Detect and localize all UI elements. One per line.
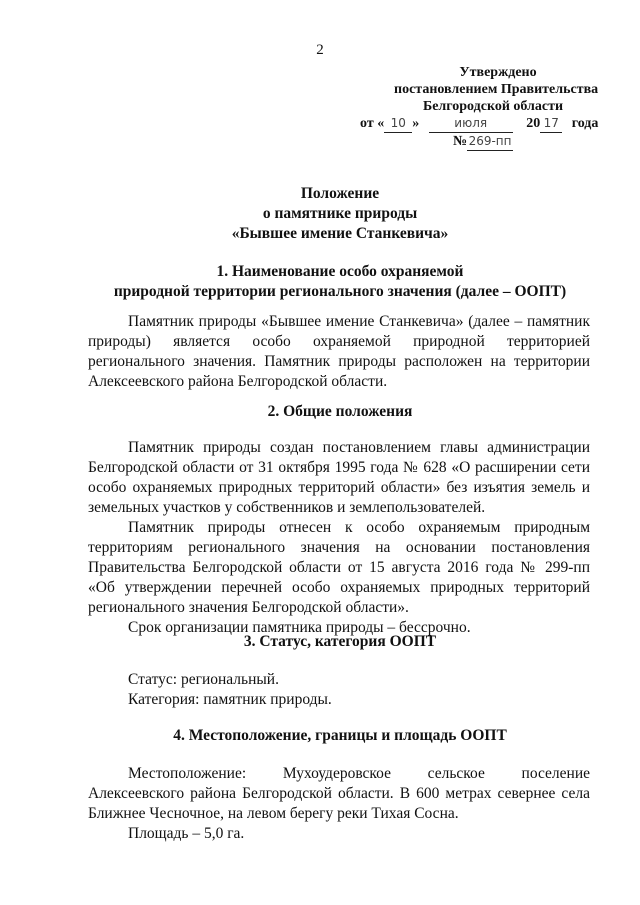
- section-3-paragraph-2: Категория: памятник природы.: [128, 691, 332, 708]
- section-2-paragraph-2: Памятник природы отнесен к особо охраняемым природным территориям регионального значения на основании постановления Правительства Белгородской области от 15 августа 2016 года № 299-пп «Об утверждении перечней особо охраняемых природных территорий регионального значения Белгородской области».: [88, 519, 590, 616]
- date-year-suffix: 17: [540, 115, 562, 133]
- section-4-heading: 4. Местоположение, границы и площадь ООПТ: [173, 727, 507, 744]
- approval-line-1: Утверждено: [459, 65, 537, 80]
- approval-date: [360, 115, 599, 133]
- section-1-heading: [0, 262, 640, 302]
- approval-number: [360, 133, 592, 151]
- section-1-body: [88, 312, 590, 392]
- date-day: 10: [384, 115, 412, 133]
- title-line-1: Положение: [300, 185, 380, 202]
- approval-line-2: постановлением Правительства: [394, 82, 599, 97]
- number-prefix: №: [452, 134, 468, 149]
- section-4-paragraph-2: Площадь – 5,0 га.: [128, 825, 245, 842]
- date-mid: »: [412, 116, 420, 131]
- section-3-heading: 3. Статус, категория ООПТ: [243, 633, 437, 650]
- date-month: июля: [429, 115, 513, 133]
- section-1-heading-line-2: природной территории регионального значения (далее – ООПТ): [113, 283, 567, 300]
- section-2-heading: 2. Общие положения: [267, 403, 413, 420]
- page-number: 2: [316, 42, 324, 58]
- date-year-word: года: [571, 116, 599, 131]
- section-2-body: [88, 438, 590, 638]
- section-1-heading-line-1: 1. Наименование особо охраняемой: [216, 263, 464, 280]
- section-1-paragraph-1: Памятник природы «Бывшее имение Станкевича» (далее – памятник природы) является особо охраняемой природной территорией регионального значения. Памятник природы расположен на территории Алексеевского района Белгородской области.: [88, 313, 590, 390]
- document-title: [0, 184, 640, 244]
- date-prefix: от «: [360, 116, 385, 131]
- number-value: 269-пп: [467, 133, 513, 151]
- section-2-paragraph-1: Памятник природы создан постановлением главы администрации Белгородской области от 31 октября 1995 года № 628 «О расширении сети особо охраняемых природных территорий области» без изъятия земель и земельных участков у собственников и землепользователей.: [88, 439, 590, 516]
- section-4-body: [88, 764, 590, 844]
- title-line-2: о памятнике природы: [262, 205, 418, 222]
- section-2-paragraph-3: Срок организации памятника природы – бессрочно.: [128, 619, 471, 636]
- title-line-3: «Бывшее имение Станкевича»: [231, 225, 449, 242]
- section-3-paragraph-1: Статус: региональный.: [128, 671, 279, 688]
- date-year-prefix: 20: [526, 116, 541, 131]
- section-3-body: [88, 670, 590, 710]
- approval-stamp: [360, 64, 599, 151]
- section-4-paragraph-1: Местоположение: Мухоудеровское сельское поселение Алексеевского района Белгородской области. В 600 метрах севернее села Ближнее Чесночное, на левом берегу реки Тихая Сосна.: [88, 765, 590, 822]
- approval-line-3: Белгородской области: [422, 99, 564, 114]
